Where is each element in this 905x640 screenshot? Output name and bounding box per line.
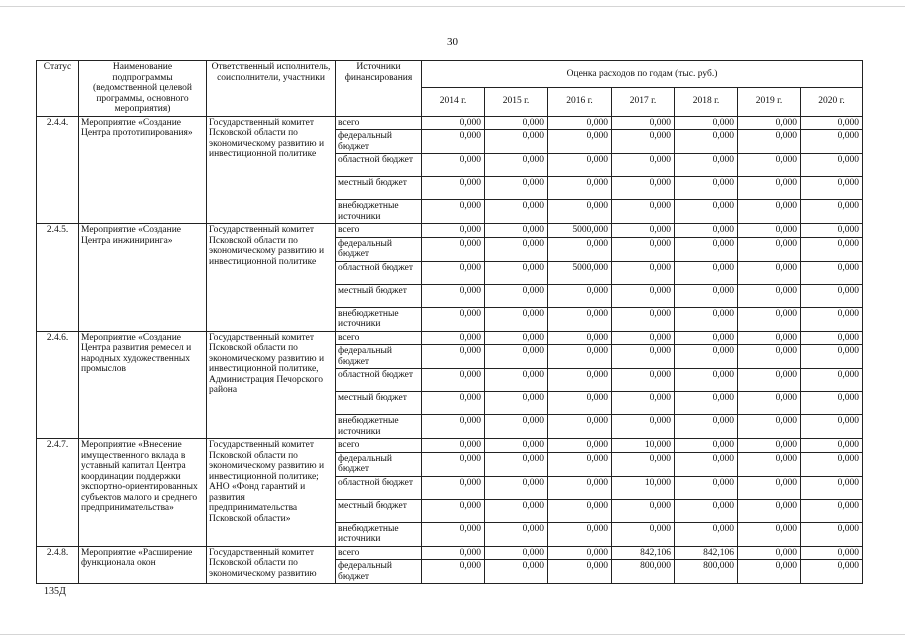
source-cell: внебюджетные источники [336, 200, 422, 224]
amount-cell: 800,000 [612, 560, 675, 584]
source-cell: федеральный бюджет [336, 560, 422, 584]
amount-cell: 0,000 [675, 130, 738, 154]
amount-cell: 0,000 [548, 345, 612, 369]
amount-cell: 0,000 [801, 560, 863, 584]
amount-cell: 0,000 [801, 439, 863, 453]
amount-cell: 0,000 [675, 476, 738, 499]
amount-cell: 0,000 [612, 200, 675, 224]
amount-cell: 0,000 [801, 177, 863, 200]
amount-cell: 0,000 [675, 415, 738, 439]
amount-cell: 0,000 [422, 369, 485, 392]
source-cell: федеральный бюджет [336, 345, 422, 369]
header-name: Наименование подпрограммы (ведомственной целевой программы, основного мероприятия) [79, 61, 207, 117]
amount-cell: 0,000 [801, 331, 863, 345]
amount-cell: 0,000 [485, 452, 548, 476]
amount-cell: 0,000 [485, 154, 548, 177]
source-cell: местный бюджет [336, 177, 422, 200]
status-cell: 2.4.6. [37, 331, 79, 439]
measure-name-cell: Мероприятие «Создание Центра развития ремесел и народных художественных промыслов [79, 331, 207, 439]
amount-cell: 0,000 [548, 369, 612, 392]
amount-cell: 0,000 [675, 439, 738, 453]
amount-cell: 0,000 [738, 415, 801, 439]
measure-name-cell: Мероприятие «Внесение имущественного вклада в уставный капитал Центра координации поддержки экспортно-ориентированных субъектов малого и среднего предпринимательства» [79, 439, 207, 547]
amount-cell: 0,000 [485, 415, 548, 439]
amount-cell: 0,000 [738, 116, 801, 130]
amount-cell: 0,000 [548, 392, 612, 415]
amount-cell: 0,000 [422, 452, 485, 476]
amount-cell: 0,000 [485, 392, 548, 415]
status-cell: 2.4.7. [37, 439, 79, 547]
amount-cell: 0,000 [738, 200, 801, 224]
amount-cell: 0,000 [612, 116, 675, 130]
amount-cell: 0,000 [485, 200, 548, 224]
source-cell: федеральный бюджет [336, 130, 422, 154]
amount-cell: 0,000 [612, 261, 675, 284]
amount-cell: 0,000 [422, 237, 485, 261]
amount-cell: 0,000 [422, 560, 485, 584]
executor-cell: Государственный комитет Псковской области по экономическому развитию и инвестиционной политике [207, 224, 336, 332]
amount-cell: 0,000 [485, 331, 548, 345]
source-cell: областной бюджет [336, 261, 422, 284]
amount-cell: 0,000 [422, 307, 485, 331]
amount-cell: 0,000 [548, 130, 612, 154]
amount-cell: 0,000 [422, 439, 485, 453]
amount-cell: 5000,000 [548, 224, 612, 238]
amount-cell: 0,000 [548, 307, 612, 331]
amount-cell: 0,000 [738, 237, 801, 261]
header-status: Статус [37, 61, 79, 117]
executor-cell: Государственный комитет Псковской области по экономическому развитию [207, 546, 336, 584]
amount-cell: 0,000 [675, 307, 738, 331]
source-cell: областной бюджет [336, 154, 422, 177]
amount-cell: 0,000 [548, 177, 612, 200]
amount-cell: 0,000 [612, 415, 675, 439]
amount-cell: 0,000 [801, 130, 863, 154]
header-year: 2016 г. [548, 87, 612, 116]
amount-cell: 800,000 [675, 560, 738, 584]
amount-cell: 0,000 [612, 130, 675, 154]
amount-cell: 0,000 [422, 224, 485, 238]
header-year: 2019 г. [738, 87, 801, 116]
amount-cell: 0,000 [738, 499, 801, 522]
table-row [37, 224, 863, 238]
source-cell: областной бюджет [336, 476, 422, 499]
amount-cell: 0,000 [675, 392, 738, 415]
amount-cell: 0,000 [801, 499, 863, 522]
executor-cell: Государственный комитет Псковской области по экономическому развитию и инвестиционной политике, Администрация Печорского района [207, 331, 336, 439]
amount-cell: 0,000 [612, 345, 675, 369]
amount-cell: 0,000 [801, 307, 863, 331]
header-year: 2014 г. [422, 87, 485, 116]
amount-cell: 0,000 [801, 522, 863, 546]
amount-cell: 0,000 [738, 546, 801, 560]
table-row [37, 331, 863, 345]
executor-cell: Государственный комитет Псковской области по экономическому развитию и инвестиционной политике; АНО «Фонд гарантий и развития предпринимательства Псковской области» [207, 439, 336, 547]
table-row [37, 439, 863, 453]
amount-cell: 842,106 [675, 546, 738, 560]
amount-cell: 0,000 [422, 261, 485, 284]
amount-cell: 0,000 [548, 284, 612, 307]
amount-cell: 0,000 [675, 224, 738, 238]
amount-cell: 0,000 [801, 237, 863, 261]
amount-cell: 0,000 [675, 237, 738, 261]
amount-cell: 0,000 [485, 224, 548, 238]
amount-cell: 0,000 [675, 331, 738, 345]
source-cell: всего [336, 116, 422, 130]
amount-cell: 0,000 [485, 369, 548, 392]
amount-cell: 0,000 [801, 546, 863, 560]
amount-cell: 0,000 [485, 345, 548, 369]
source-cell: всего [336, 331, 422, 345]
amount-cell: 0,000 [485, 546, 548, 560]
amount-cell: 0,000 [548, 116, 612, 130]
amount-cell: 842,106 [612, 546, 675, 560]
amount-cell: 0,000 [801, 200, 863, 224]
amount-cell: 0,000 [612, 154, 675, 177]
amount-cell: 0,000 [548, 452, 612, 476]
amount-cell: 0,000 [801, 476, 863, 499]
amount-cell: 0,000 [801, 369, 863, 392]
amount-cell: 0,000 [422, 415, 485, 439]
amount-cell: 0,000 [612, 224, 675, 238]
amount-cell: 0,000 [801, 452, 863, 476]
amount-cell: 0,000 [422, 154, 485, 177]
table-row [37, 116, 863, 130]
header-year: 2017 г. [612, 87, 675, 116]
amount-cell: 0,000 [485, 261, 548, 284]
measure-name-cell: Мероприятие «Расширение функционала окон [79, 546, 207, 584]
amount-cell: 0,000 [422, 546, 485, 560]
amount-cell: 0,000 [548, 499, 612, 522]
amount-cell: 0,000 [612, 392, 675, 415]
source-cell: всего [336, 439, 422, 453]
footer-code: 135Д [44, 586, 66, 597]
amount-cell: 0,000 [675, 177, 738, 200]
amount-cell: 0,000 [548, 522, 612, 546]
amount-cell: 0,000 [675, 452, 738, 476]
amount-cell: 0,000 [485, 177, 548, 200]
amount-cell: 0,000 [738, 331, 801, 345]
amount-cell: 0,000 [422, 116, 485, 130]
source-cell: областной бюджет [336, 369, 422, 392]
amount-cell: 0,000 [485, 560, 548, 584]
amount-cell: 0,000 [422, 284, 485, 307]
amount-cell: 0,000 [801, 415, 863, 439]
amount-cell: 0,000 [675, 261, 738, 284]
amount-cell: 0,000 [675, 154, 738, 177]
amount-cell: 0,000 [422, 499, 485, 522]
amount-cell: 0,000 [612, 177, 675, 200]
amount-cell: 0,000 [801, 345, 863, 369]
expenditure-table [36, 60, 863, 584]
amount-cell: 0,000 [485, 116, 548, 130]
amount-cell: 0,000 [422, 177, 485, 200]
amount-cell: 10,000 [612, 439, 675, 453]
source-cell: всего [336, 546, 422, 560]
amount-cell: 0,000 [801, 261, 863, 284]
measure-name-cell: Мероприятие «Создание Центра прототипирования» [79, 116, 207, 224]
executor-cell: Государственный комитет Псковской области по экономическому развитию и инвестиционной политике [207, 116, 336, 224]
amount-cell: 0,000 [738, 224, 801, 238]
amount-cell: 0,000 [801, 116, 863, 130]
amount-cell: 0,000 [738, 392, 801, 415]
amount-cell: 0,000 [675, 499, 738, 522]
amount-cell: 0,000 [738, 522, 801, 546]
source-cell: внебюджетные источники [336, 415, 422, 439]
measure-name-cell: Мероприятие «Создание Центра инжиниринга» [79, 224, 207, 332]
amount-cell: 5000,000 [548, 261, 612, 284]
amount-cell: 0,000 [801, 154, 863, 177]
amount-cell: 0,000 [422, 522, 485, 546]
amount-cell: 0,000 [738, 452, 801, 476]
amount-cell: 0,000 [738, 476, 801, 499]
source-cell: местный бюджет [336, 392, 422, 415]
status-cell: 2.4.5. [37, 224, 79, 332]
amount-cell: 0,000 [675, 116, 738, 130]
amount-cell: 0,000 [548, 546, 612, 560]
amount-cell: 0,000 [485, 439, 548, 453]
header-executor: Ответственный исполнитель, соисполнители, участники [207, 61, 336, 117]
amount-cell: 0,000 [548, 331, 612, 345]
amount-cell: 0,000 [548, 439, 612, 453]
amount-cell: 0,000 [548, 415, 612, 439]
amount-cell: 0,000 [738, 284, 801, 307]
header-year: 2015 г. [485, 87, 548, 116]
header-sources: Источники финансирования [336, 61, 422, 117]
amount-cell: 0,000 [738, 345, 801, 369]
header-year: 2018 г. [675, 87, 738, 116]
amount-cell: 0,000 [485, 284, 548, 307]
amount-cell: 0,000 [738, 177, 801, 200]
amount-cell: 0,000 [422, 331, 485, 345]
source-cell: федеральный бюджет [336, 237, 422, 261]
amount-cell: 0,000 [738, 130, 801, 154]
table-row [37, 546, 863, 560]
amount-cell: 0,000 [485, 476, 548, 499]
status-cell: 2.4.4. [37, 116, 79, 224]
amount-cell: 0,000 [548, 560, 612, 584]
page-number: 30 [447, 36, 458, 48]
amount-cell: 0,000 [422, 200, 485, 224]
amount-cell: 0,000 [738, 369, 801, 392]
amount-cell: 0,000 [422, 130, 485, 154]
amount-cell: 0,000 [738, 154, 801, 177]
amount-cell: 0,000 [801, 224, 863, 238]
amount-cell: 0,000 [675, 369, 738, 392]
table-body [37, 116, 863, 584]
amount-cell: 0,000 [548, 154, 612, 177]
amount-cell: 0,000 [738, 307, 801, 331]
amount-cell: 0,000 [612, 331, 675, 345]
header-costs: Оценка расходов по годам (тыс. руб.) [422, 61, 863, 88]
amount-cell: 0,000 [612, 522, 675, 546]
source-cell: местный бюджет [336, 499, 422, 522]
amount-cell: 0,000 [612, 284, 675, 307]
source-cell: внебюджетные источники [336, 522, 422, 546]
amount-cell: 0,000 [485, 499, 548, 522]
amount-cell: 0,000 [738, 261, 801, 284]
source-cell: всего [336, 224, 422, 238]
status-cell: 2.4.8. [37, 546, 79, 584]
amount-cell: 0,000 [675, 345, 738, 369]
amount-cell: 0,000 [675, 522, 738, 546]
amount-cell: 0,000 [738, 560, 801, 584]
amount-cell: 0,000 [675, 284, 738, 307]
table-header [37, 61, 863, 117]
amount-cell: 0,000 [675, 200, 738, 224]
amount-cell: 0,000 [485, 130, 548, 154]
amount-cell: 0,000 [801, 392, 863, 415]
source-cell: федеральный бюджет [336, 452, 422, 476]
amount-cell: 0,000 [612, 369, 675, 392]
source-cell: внебюджетные источники [336, 307, 422, 331]
amount-cell: 0,000 [485, 522, 548, 546]
amount-cell: 0,000 [738, 439, 801, 453]
amount-cell: 0,000 [612, 237, 675, 261]
amount-cell: 0,000 [548, 200, 612, 224]
amount-cell: 0,000 [612, 452, 675, 476]
header-year: 2020 г. [801, 87, 863, 116]
amount-cell: 0,000 [422, 345, 485, 369]
amount-cell: 0,000 [548, 476, 612, 499]
amount-cell: 0,000 [801, 284, 863, 307]
amount-cell: 0,000 [612, 307, 675, 331]
amount-cell: 10,000 [612, 476, 675, 499]
amount-cell: 0,000 [548, 237, 612, 261]
source-cell: местный бюджет [336, 284, 422, 307]
amount-cell: 0,000 [422, 392, 485, 415]
amount-cell: 0,000 [485, 237, 548, 261]
amount-cell: 0,000 [422, 476, 485, 499]
amount-cell: 0,000 [612, 499, 675, 522]
amount-cell: 0,000 [485, 307, 548, 331]
